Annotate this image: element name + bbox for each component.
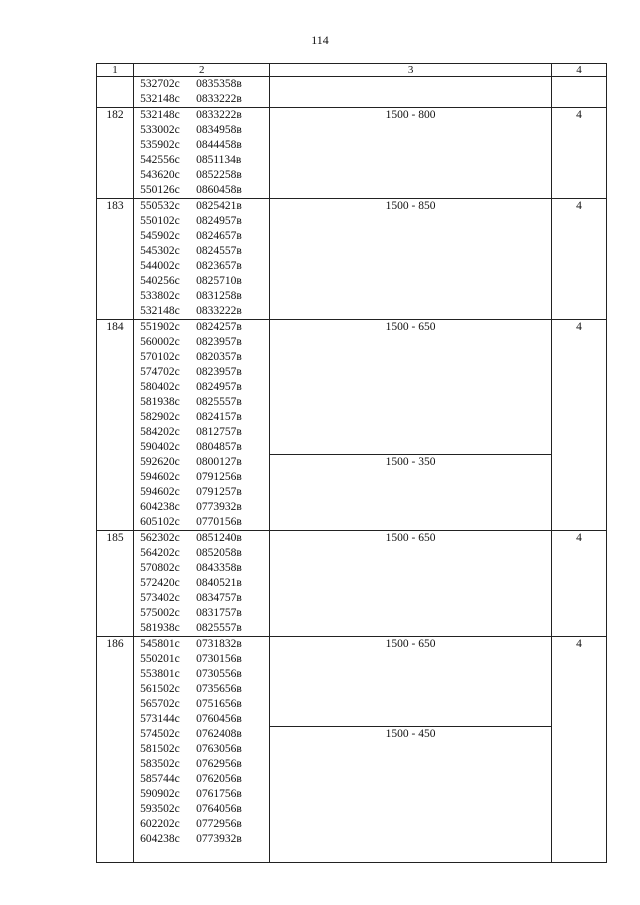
longitude-value: 0762956в bbox=[196, 758, 242, 770]
column-4-value: 4 bbox=[551, 531, 606, 637]
depth-range-cell bbox=[270, 531, 552, 637]
longitude-value: 0823657в bbox=[196, 260, 242, 272]
latitude-value: 562302с bbox=[140, 532, 180, 544]
coordinate-pair bbox=[140, 304, 269, 319]
row-number: 183 bbox=[97, 199, 134, 320]
longitude-value: 0770156в bbox=[196, 516, 242, 528]
coordinate-pair bbox=[140, 652, 269, 667]
latitude-value: 545801с bbox=[140, 638, 180, 650]
coordinate-pair bbox=[140, 289, 269, 304]
longitude-value: 0852258в bbox=[196, 169, 242, 181]
coordinate-pair bbox=[140, 667, 269, 682]
coordinate-pair bbox=[140, 500, 269, 515]
column-header-2: 2 bbox=[134, 64, 270, 77]
longitude-value: 0833222в bbox=[196, 93, 242, 105]
depth-range-cell bbox=[270, 108, 552, 199]
latitude-value: 550201с bbox=[140, 653, 180, 665]
longitude-value: 0840521в bbox=[196, 577, 242, 589]
longitude-value: 0825557в bbox=[196, 622, 242, 634]
longitude-value: 0824957в bbox=[196, 215, 242, 227]
latitude-value: 543620с bbox=[140, 169, 180, 181]
latitude-value: 590402с bbox=[140, 441, 180, 453]
column-4-value: 4 bbox=[551, 108, 606, 199]
table-header-row bbox=[97, 64, 607, 77]
coordinates-cell bbox=[134, 199, 270, 320]
coordinate-pair bbox=[140, 772, 269, 787]
coordinate-pair bbox=[140, 621, 269, 636]
longitude-value: 0764056в bbox=[196, 803, 242, 815]
coordinate-pair bbox=[140, 123, 269, 138]
coordinates-cell bbox=[134, 637, 270, 863]
longitude-value: 0823957в bbox=[196, 366, 242, 378]
longitude-value: 0834757в bbox=[196, 592, 242, 604]
latitude-value: 532702с bbox=[140, 78, 180, 90]
latitude-value: 533002с bbox=[140, 124, 180, 136]
latitude-value: 594602с bbox=[140, 486, 180, 498]
latitude-value: 582902с bbox=[140, 411, 180, 423]
coordinates-cell bbox=[134, 320, 270, 531]
coordinate-pair bbox=[140, 817, 269, 832]
coordinate-pair bbox=[140, 425, 269, 440]
latitude-value: 545902с bbox=[140, 230, 180, 242]
row-number bbox=[97, 77, 134, 108]
depth-range: 1500 - 650 bbox=[385, 532, 436, 544]
latitude-value: 532148с bbox=[140, 305, 180, 317]
coordinate-pair bbox=[140, 787, 269, 802]
latitude-value: 581938с bbox=[140, 622, 180, 634]
coordinates-cell bbox=[134, 108, 270, 199]
coordinate-pair bbox=[140, 712, 269, 727]
longitude-value: 0823957в bbox=[196, 336, 242, 348]
latitude-value: 544002с bbox=[140, 260, 180, 272]
coordinate-pair bbox=[140, 92, 269, 107]
longitude-value: 0791257в bbox=[196, 486, 242, 498]
coordinate-pair bbox=[140, 832, 269, 847]
longitude-value: 0763056в bbox=[196, 743, 242, 755]
longitude-value: 0851240в bbox=[196, 532, 242, 544]
coordinates-table bbox=[96, 63, 607, 863]
longitude-value: 0851134в bbox=[196, 154, 242, 166]
longitude-value: 0834958в bbox=[196, 124, 242, 136]
coordinate-pair bbox=[140, 108, 269, 123]
longitude-value: 0762056в bbox=[196, 773, 242, 785]
longitude-value: 0820357в bbox=[196, 351, 242, 363]
coordinate-pair bbox=[140, 546, 269, 561]
longitude-value: 0825710в bbox=[196, 275, 242, 287]
depth-range-cell bbox=[270, 637, 552, 863]
latitude-value: 602202с bbox=[140, 818, 180, 830]
longitude-value: 0773932в bbox=[196, 833, 242, 845]
table-row bbox=[97, 108, 607, 199]
latitude-value: 575002с bbox=[140, 607, 180, 619]
longitude-value: 0804857в bbox=[196, 441, 242, 453]
longitude-value: 0735656в bbox=[196, 683, 242, 695]
longitude-value: 0761756в bbox=[196, 788, 242, 800]
latitude-value: 585744с bbox=[140, 773, 180, 785]
table-row bbox=[97, 320, 607, 531]
coordinate-pair bbox=[140, 757, 269, 772]
row-number: 184 bbox=[97, 320, 134, 531]
latitude-value: 583502с bbox=[140, 758, 180, 770]
coordinate-pair bbox=[140, 440, 269, 455]
latitude-value: 574702с bbox=[140, 366, 180, 378]
latitude-value: 570102с bbox=[140, 351, 180, 363]
latitude-value: 533802с bbox=[140, 290, 180, 302]
longitude-value: 0731832в bbox=[196, 638, 242, 650]
latitude-value: 560002с bbox=[140, 336, 180, 348]
latitude-value: 573144с bbox=[140, 713, 180, 725]
longitude-value: 0831258в bbox=[196, 290, 242, 302]
longitude-value: 0824957в bbox=[196, 381, 242, 393]
latitude-value: 561502с bbox=[140, 683, 180, 695]
longitude-value: 0730156в bbox=[196, 653, 242, 665]
latitude-value: 584202с bbox=[140, 426, 180, 438]
latitude-value: 572420с bbox=[140, 577, 180, 589]
latitude-value: 545302с bbox=[140, 245, 180, 257]
longitude-value: 0824157в bbox=[196, 411, 242, 423]
column-header-3: 3 bbox=[270, 64, 552, 77]
latitude-value: 605102с bbox=[140, 516, 180, 528]
column-header-4: 4 bbox=[551, 64, 606, 77]
coordinate-pair bbox=[140, 515, 269, 530]
coordinate-pair bbox=[140, 410, 269, 425]
longitude-value: 0760456в bbox=[196, 713, 242, 725]
longitude-value: 0762408в bbox=[196, 728, 242, 740]
depth-range bbox=[270, 77, 551, 107]
coordinate-pair bbox=[140, 697, 269, 712]
latitude-value: 550532с bbox=[140, 200, 180, 212]
latitude-value: 593502с bbox=[140, 803, 180, 815]
coordinate-pair bbox=[140, 742, 269, 757]
coordinate-pair bbox=[140, 682, 269, 697]
latitude-value: 532148с bbox=[140, 109, 180, 121]
column-4-value: 4 bbox=[551, 320, 606, 531]
latitude-value: 542556с bbox=[140, 154, 180, 166]
coordinate-pair bbox=[140, 229, 269, 244]
column-4-value: 4 bbox=[551, 199, 606, 320]
latitude-value: 532148с bbox=[140, 93, 180, 105]
depth-range-cell bbox=[270, 320, 552, 531]
latitude-value: 594602с bbox=[140, 471, 180, 483]
coordinate-pair bbox=[140, 561, 269, 576]
longitude-value: 0824657в bbox=[196, 230, 242, 242]
latitude-value: 573402с bbox=[140, 592, 180, 604]
coordinate-pair bbox=[140, 395, 269, 410]
coordinate-pair bbox=[140, 320, 269, 335]
latitude-value: 581938с bbox=[140, 396, 180, 408]
latitude-value: 570802с bbox=[140, 562, 180, 574]
depth-range-cell bbox=[270, 77, 552, 108]
longitude-value: 0773932в bbox=[196, 501, 242, 513]
coordinate-pair bbox=[140, 591, 269, 606]
latitude-value: 581502с bbox=[140, 743, 180, 755]
row-number: 186 bbox=[97, 637, 134, 863]
column-4-value bbox=[551, 77, 606, 108]
column-header-1: 1 bbox=[97, 64, 134, 77]
coordinate-pair bbox=[140, 259, 269, 274]
coordinate-pair bbox=[140, 199, 269, 214]
latitude-value: 550102с bbox=[140, 215, 180, 227]
longitude-value: 0860458в bbox=[196, 184, 242, 196]
longitude-value: 0824257в bbox=[196, 321, 242, 333]
latitude-value: 553801с bbox=[140, 668, 180, 680]
latitude-value: 574502с bbox=[140, 728, 180, 740]
longitude-value: 0824557в bbox=[196, 245, 242, 257]
row-number: 182 bbox=[97, 108, 134, 199]
latitude-value: 551902с bbox=[140, 321, 180, 333]
coordinate-pair bbox=[140, 485, 269, 500]
coordinate-pair bbox=[140, 727, 269, 742]
coordinate-pair bbox=[140, 576, 269, 591]
latitude-value: 535902с bbox=[140, 139, 180, 151]
coordinate-pair bbox=[140, 138, 269, 153]
longitude-value: 0831757в bbox=[196, 607, 242, 619]
coordinate-pair bbox=[140, 350, 269, 365]
depth-range: 1500 - 850 bbox=[385, 200, 436, 212]
depth-range: 1500 - 800 bbox=[385, 109, 436, 121]
table-row bbox=[97, 77, 607, 108]
page-number: 114 bbox=[311, 33, 329, 47]
latitude-value: 604238с bbox=[140, 833, 180, 845]
coordinate-pair bbox=[140, 183, 269, 198]
coordinate-pair bbox=[140, 455, 269, 470]
column-4-value: 4 bbox=[551, 637, 606, 863]
latitude-value: 580402с bbox=[140, 381, 180, 393]
coordinate-pair bbox=[140, 365, 269, 380]
longitude-value: 0800127в bbox=[196, 456, 242, 468]
longitude-value: 0825421в bbox=[196, 200, 242, 212]
depth-range: 1500 - 650 bbox=[270, 637, 551, 727]
longitude-value: 0852058в bbox=[196, 547, 242, 559]
longitude-value: 0825557в bbox=[196, 396, 242, 408]
coordinate-pair bbox=[140, 168, 269, 183]
longitude-value: 0730556в bbox=[196, 668, 242, 680]
latitude-value: 550126с bbox=[140, 184, 180, 196]
longitude-value: 0843358в bbox=[196, 562, 242, 574]
latitude-value: 564202с bbox=[140, 547, 180, 559]
longitude-value: 0833222в bbox=[196, 109, 242, 121]
coordinate-pair bbox=[140, 637, 269, 652]
longitude-value: 0835358в bbox=[196, 78, 242, 90]
coordinate-pair bbox=[140, 802, 269, 817]
latitude-value: 604238с bbox=[140, 501, 180, 513]
depth-range: 1500 - 450 bbox=[385, 728, 436, 740]
coordinate-pair bbox=[140, 470, 269, 485]
coordinates-cell bbox=[134, 531, 270, 637]
longitude-value: 0772956в bbox=[196, 818, 242, 830]
depth-range: 1500 - 350 bbox=[385, 456, 436, 468]
row-number: 185 bbox=[97, 531, 134, 637]
latitude-value: 592620с bbox=[140, 456, 180, 468]
latitude-value: 565702с bbox=[140, 698, 180, 710]
latitude-value: 540256с bbox=[140, 275, 180, 287]
coordinate-pair bbox=[140, 531, 269, 546]
coordinate-pair bbox=[140, 335, 269, 350]
table-row bbox=[97, 637, 607, 863]
longitude-value: 0833222в bbox=[196, 305, 242, 317]
depth-range-cell bbox=[270, 199, 552, 320]
coordinate-pair bbox=[140, 153, 269, 168]
longitude-value: 0844458в bbox=[196, 139, 242, 151]
coordinate-pair bbox=[140, 606, 269, 621]
table-row bbox=[97, 531, 607, 637]
coordinates-cell bbox=[134, 77, 270, 108]
depth-range: 1500 - 650 bbox=[270, 320, 551, 455]
coordinate-pair bbox=[140, 214, 269, 229]
latitude-value: 590902с bbox=[140, 788, 180, 800]
table-row bbox=[97, 199, 607, 320]
coordinate-pair bbox=[140, 274, 269, 289]
coordinate-pair bbox=[140, 77, 269, 92]
coordinate-pair bbox=[140, 380, 269, 395]
coordinate-pair bbox=[140, 244, 269, 259]
longitude-value: 0791256в bbox=[196, 471, 242, 483]
longitude-value: 0812757в bbox=[196, 426, 242, 438]
longitude-value: 0751656в bbox=[196, 698, 242, 710]
